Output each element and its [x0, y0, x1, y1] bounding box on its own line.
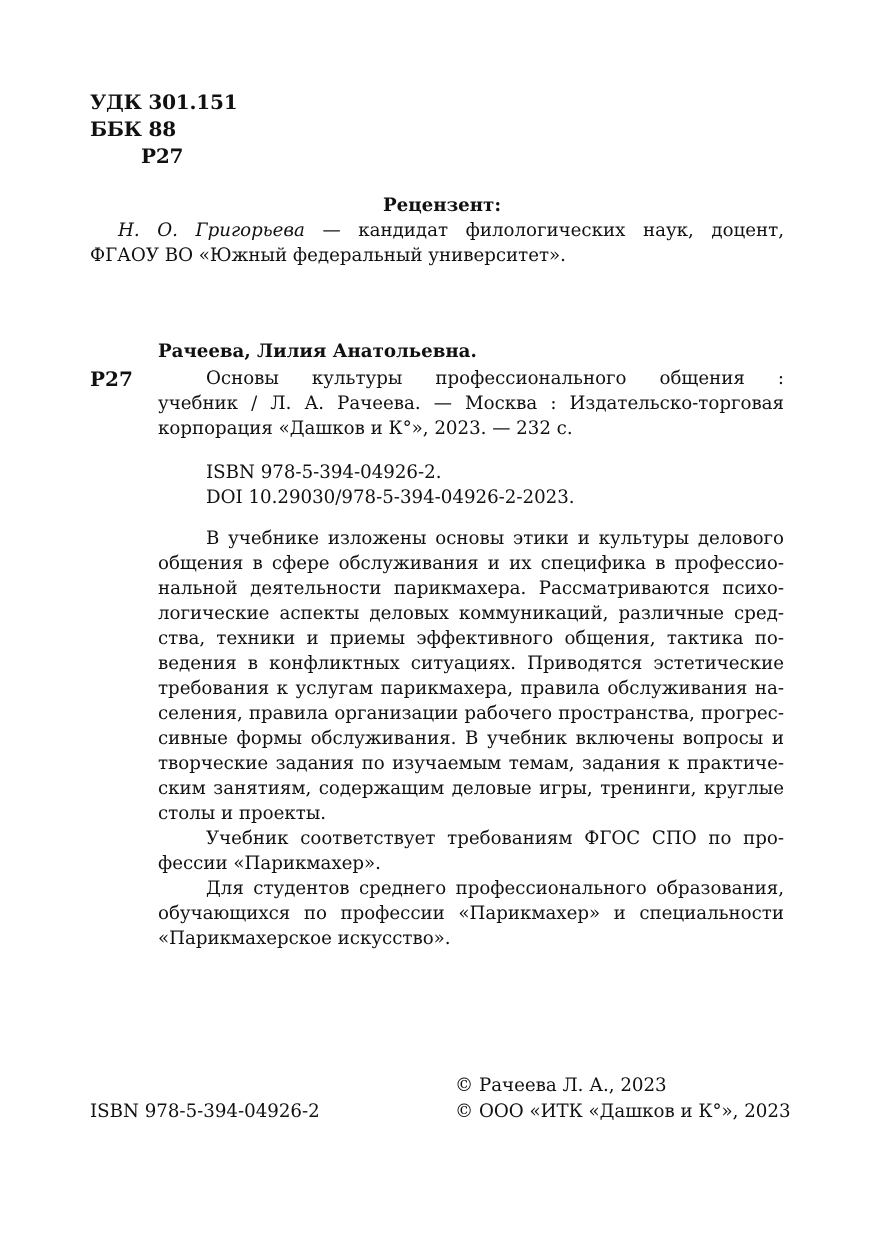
- annotation-line: фессии «Парикмахер».: [158, 853, 381, 874]
- record-author-mark: Р27: [90, 367, 133, 391]
- annotation-line: Учебник соответствует требованиям ФГОС СПО по про-: [206, 828, 784, 849]
- author-mark-top: Р27: [141, 144, 184, 168]
- reviewer-name: Н. О. Григорьева: [118, 220, 305, 241]
- record-title-line-1: Основы культуры профессионального общения :: [206, 368, 784, 389]
- annotation-line: ским занятиям, содержащим деловые игры, тренинги, круглые: [158, 778, 784, 799]
- bbk-code: ББК 88: [90, 117, 176, 141]
- annotation-line: нальной деятельности парикмахера. Рассматриваются психо-: [158, 578, 784, 599]
- annotation-line: общения в сфере обслуживания и их специфика в профессио-: [158, 553, 784, 574]
- annotation-line: столы и проекты.: [158, 803, 327, 824]
- reviewer-heading: Рецензент:: [383, 195, 502, 216]
- annotation-line: ства, техники и приемы эффективного общения, тактика по-: [158, 628, 784, 649]
- copyright-author: © Рачеева Л. А., 2023: [455, 1075, 667, 1096]
- record-title-line-3: корпорация «Дашков и К°», 2023. — 232 с.: [158, 418, 573, 439]
- annotation-line: ведения в конфликтных ситуациях. Приводятся эстетические: [158, 653, 784, 674]
- annotation-line: логические аспекты деловых коммуникаций, различные сред-: [158, 603, 784, 624]
- annotation-line: творческие задания по изучаемым темам, задания к практиче-: [158, 753, 784, 774]
- record-author: Рачеева, Лилия Анатольевна.: [158, 341, 477, 362]
- annotation-line: «Парикмахерское искусство».: [158, 928, 451, 949]
- annotation-line: В учебнике изложены основы этики и культуры делового: [206, 528, 784, 549]
- annotation-line: Для студентов среднего профессионального образования,: [206, 878, 784, 899]
- udk-code: УДК 301.151: [90, 90, 238, 114]
- footer-isbn: ISBN 978-5-394-04926-2: [90, 1101, 320, 1122]
- annotation-line: селения, правила организации рабочего пространства, прогрес-: [158, 703, 784, 724]
- record-doi: DOI 10.29030/978-5-394-04926-2-2023.: [206, 487, 575, 508]
- record-title-line-2: учебник / Л. А. Рачеева. — Москва : Издательско-торговая: [158, 393, 784, 414]
- reviewer-credentials: — кандидат филологических наук, доцент,: [304, 220, 784, 241]
- reviewer-line-1: [118, 219, 784, 244]
- annotation-line: требования к услугам парикмахера, правила обслуживания на-: [158, 678, 784, 699]
- record-isbn: ISBN 978-5-394-04926-2.: [206, 462, 442, 483]
- annotation-line: обучающихся по профессии «Парикмахер» и специальности: [158, 903, 784, 924]
- reviewer-line-2: ФГАОУ ВО «Южный федеральный университет».: [90, 245, 566, 266]
- annotation-line: сивные формы обслуживания. В учебник включены вопросы и: [158, 728, 784, 749]
- copyright-publisher: © ООО «ИТК «Дашков и К°», 2023: [455, 1101, 791, 1122]
